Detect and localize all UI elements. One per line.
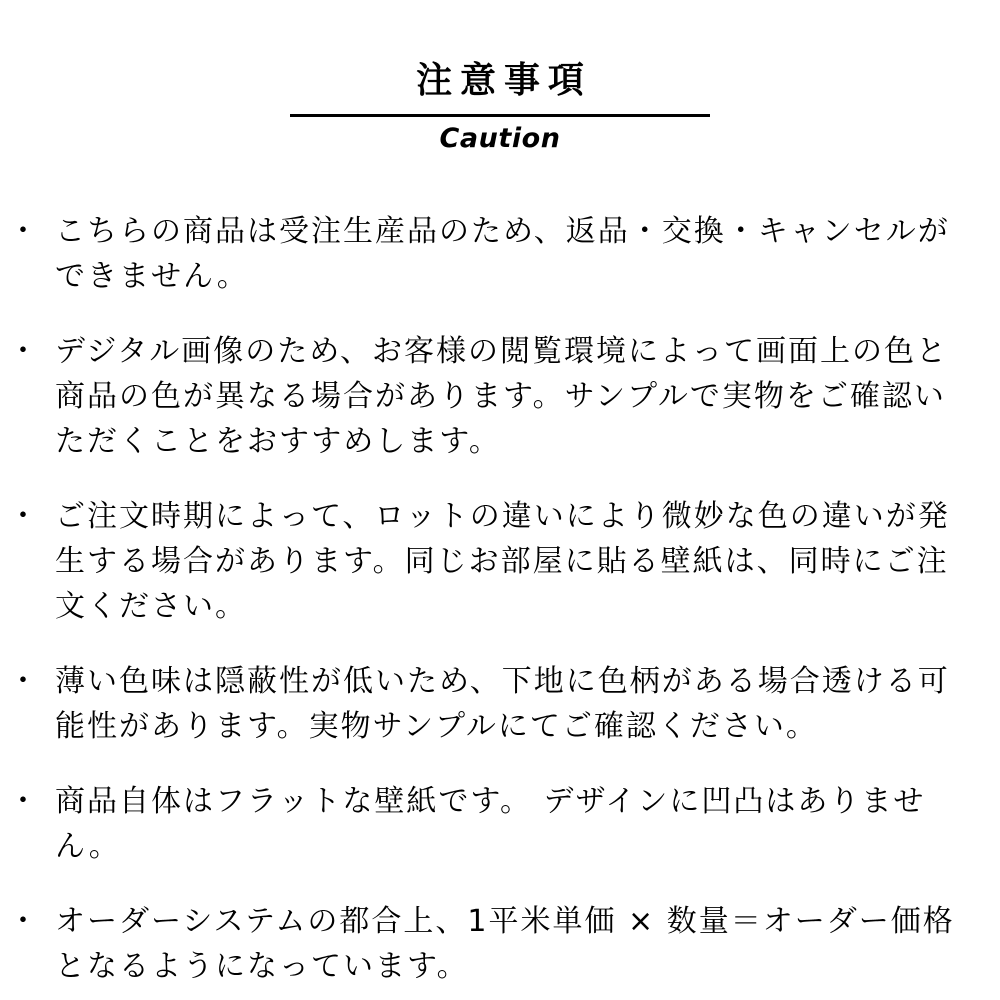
caution-item [8, 494, 972, 629]
caution-list [0, 209, 1000, 989]
bullet-marker: ・ [8, 334, 40, 369]
bullet-marker: ・ [8, 214, 40, 249]
caution-header [0, 0, 1000, 155]
subtitle-caution: Caution [439, 123, 561, 154]
caution-item-text: オーダーシステムの都合上、1平米単価 × 数量＝オーダー価格となるようになっています。 [55, 904, 955, 984]
caution-item [8, 899, 972, 989]
bullet-marker: ・ [8, 664, 40, 699]
caution-item-text: 商品自体はフラットな壁紙です。 デザインに凹凸はありません。 [55, 784, 926, 864]
caution-item [8, 779, 972, 869]
bullet-marker: ・ [8, 904, 40, 939]
caution-item-text: こちらの商品は受注生産品のため、返品・交換・キャンセルができません。 [55, 214, 950, 294]
bullet-marker: ・ [8, 499, 40, 534]
caution-item [8, 209, 972, 299]
caution-item [8, 659, 972, 749]
page-title: 注意事項 [416, 60, 592, 101]
bullet-marker: ・ [8, 784, 40, 819]
caution-item-text: デジタル画像のため、お客様の閲覧環境によって画面上の色と商品の色が異なる場合があります。サンプルで実物をご確認いただくことをおすすめします。 [55, 334, 948, 459]
caution-item-text: 薄い色味は隠蔽性が低いため、下地に色柄がある場合透ける可能性があります。実物サンプルにてご確認ください。 [55, 664, 950, 744]
caution-item-text: ご注文時期によって、ロットの違いにより微妙な色の違いが発生する場合があります。同じお部屋に貼る壁紙は、同時にご注文ください。 [55, 499, 950, 624]
title-underline [290, 114, 710, 117]
caution-item [8, 329, 972, 464]
